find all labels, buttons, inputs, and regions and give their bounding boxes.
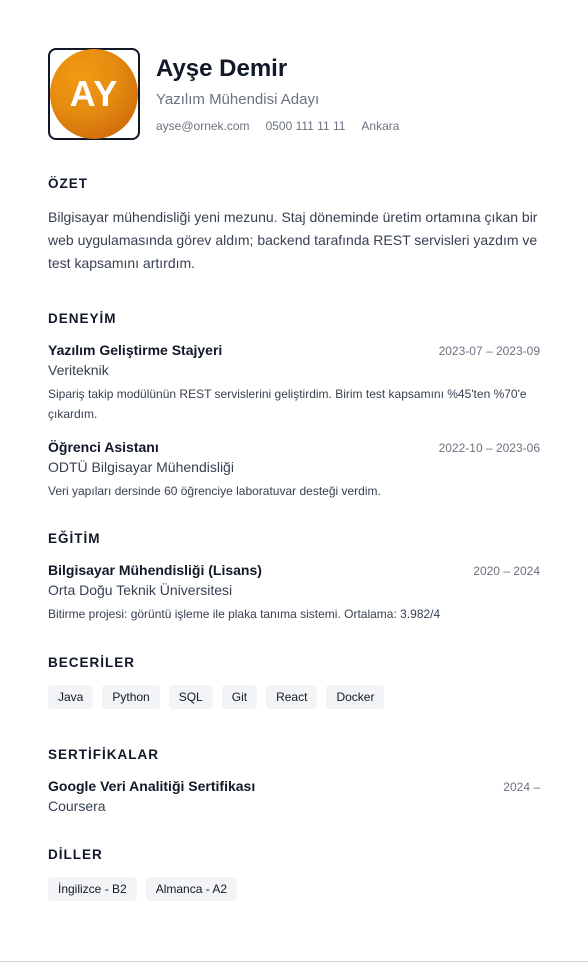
summary-section (48, 176, 540, 275)
section-title-languages: DİLLER (48, 847, 103, 862)
avatar-initials: AY (69, 73, 119, 114)
resume-page (48, 48, 540, 901)
skill-tag: Git (222, 685, 257, 709)
email-text: ayse@ornek.com (156, 119, 250, 133)
education-section (48, 531, 540, 624)
experience-org: Veriteknik (48, 362, 109, 378)
header-text (156, 48, 399, 133)
skill-tag: SQL (169, 685, 213, 709)
section-title-experience: DENEYİM (48, 311, 117, 326)
experience-date: 2023-07 – 2023-09 (438, 344, 540, 358)
section-title-education: EĞİTİM (48, 531, 101, 546)
experience-item (48, 341, 540, 424)
skill-tag: Docker (326, 685, 384, 709)
resume-header (48, 48, 540, 140)
skills-section (48, 655, 540, 709)
section-title-skills: BECERİLER (48, 655, 136, 670)
certificates-section (48, 747, 540, 815)
city-text: Ankara (361, 119, 400, 133)
page-bottom-divider (0, 961, 588, 962)
education-desc: Bitirme projesi: görüntü işleme ile plaka tanıma sistemi. Ortalama: 3.982/4 (48, 607, 441, 621)
certificate-name: Google Veri Analitiği Sertifikası (48, 778, 256, 794)
skill-tag: Java (48, 685, 93, 709)
experience-date: 2022-10 – 2023-06 (438, 441, 540, 455)
job-title: Yazılım Mühendisi Adayı (156, 91, 320, 108)
contact-info (156, 119, 399, 133)
certificate-issuer: Coursera (48, 798, 106, 814)
education-date: 2020 – 2024 (473, 564, 540, 578)
skill-tag: Python (102, 685, 159, 709)
education-degree: Bilgisayar Mühendisliği (Lisans) (48, 562, 262, 578)
phone-text: 0500 111 11 11 (265, 119, 346, 133)
skills-list (48, 685, 540, 709)
avatar (50, 49, 138, 139)
summary-text: Bilgisayar mühendisliği yeni mezunu. Staj döneminde üretim ortamına çıkan bir web uygulamasında görev aldım; backend tarafında REST servisleri yazdım ve test kapsamını artırdım. (48, 209, 538, 271)
education-item (48, 561, 540, 624)
experience-desc: Sipariş takip modülünün REST servislerini geliştirdim. Birim test kapsamını %45'ten %70'e çıkardım. (48, 387, 527, 421)
experience-org: ODTÜ Bilgisayar Mühendisliği (48, 459, 234, 475)
certificate-date: 2024 – (503, 780, 540, 794)
language-tag: Almanca - A2 (146, 877, 237, 901)
section-title-summary: ÖZET (48, 176, 88, 191)
experience-section (48, 311, 540, 501)
education-school: Orta Doğu Teknik Üniversitesi (48, 582, 233, 598)
skill-tag: React (266, 685, 317, 709)
language-tag: İngilizce - B2 (48, 877, 137, 901)
experience-item (48, 438, 540, 501)
certificate-item (48, 777, 540, 815)
experience-role: Öğrenci Asistanı (48, 439, 159, 455)
languages-section (48, 847, 540, 901)
avatar-frame (48, 48, 140, 140)
experience-desc: Veri yapıları dersinde 60 öğrenciye laboratuvar desteği verdim. (48, 484, 381, 498)
person-name: Ayşe Demir (156, 55, 288, 82)
languages-list (48, 877, 540, 901)
experience-role: Yazılım Geliştirme Stajyeri (48, 342, 223, 358)
section-title-certificates: SERTİFİKALAR (48, 747, 159, 762)
